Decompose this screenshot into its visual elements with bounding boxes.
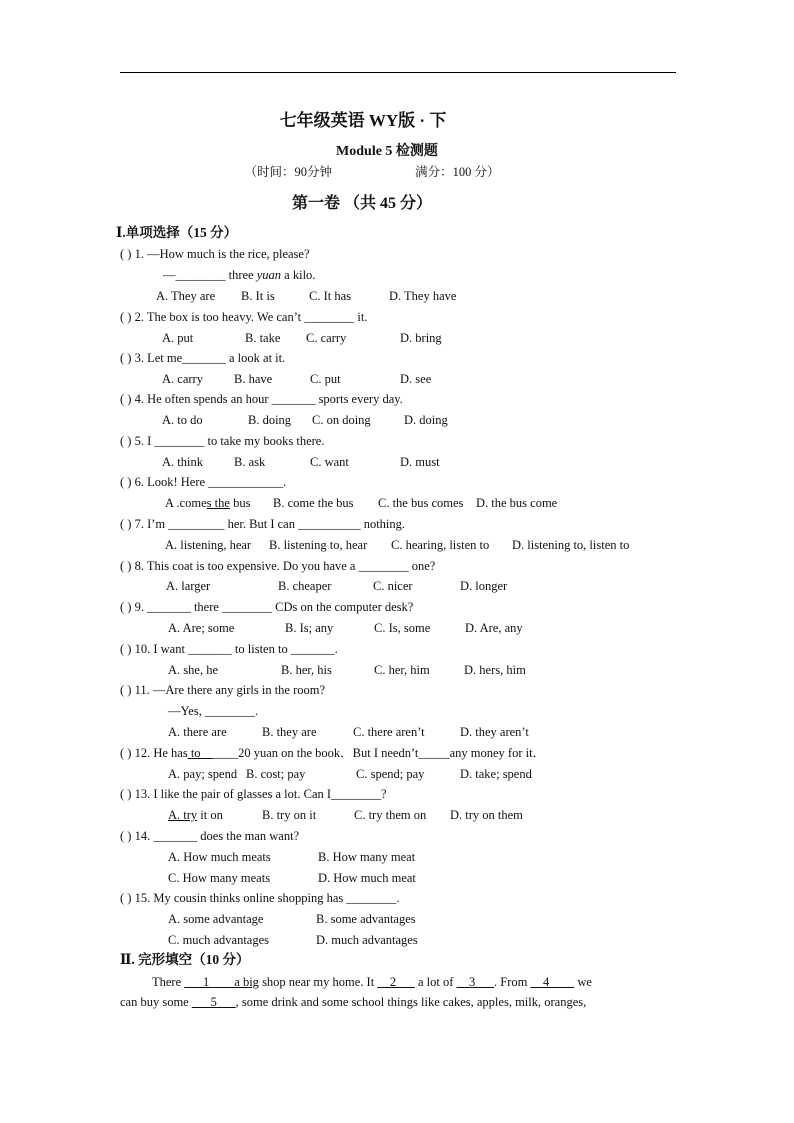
question-3-stem: ( ) 3. Let me_______ a look at it.	[120, 351, 286, 365]
question-10-option-c: C. her, him	[374, 663, 430, 677]
question-13-option-d: D. try on them	[450, 808, 523, 822]
question-1-option-b: B. It is	[241, 289, 275, 303]
question-5-option-b: B. ask	[234, 455, 266, 469]
question-7-stem: ( ) 7. I’m _________ her. But I can __________ nothing.	[120, 517, 406, 531]
question-12-option-a: A. pay; spend	[168, 767, 238, 781]
question-10-option-a: A. she, he	[168, 663, 218, 677]
question-4-option-d: D. doing	[404, 413, 448, 427]
question-14-option-c: C. How many meats	[168, 871, 271, 885]
question-3-option-c: C. put	[310, 372, 341, 386]
question-4-option-b: B. doing	[248, 413, 292, 427]
question-8-option-c: C. nicer	[373, 579, 413, 593]
top-rule	[120, 72, 676, 73]
question-12-option-c: C. spend; pay	[356, 767, 425, 781]
page-title: 七年级英语 WY版 · 下	[279, 111, 447, 130]
question-9-option-b: B. Is; any	[285, 621, 334, 635]
cloze-blank-4: __4____	[530, 975, 575, 989]
question-2-option-d: D. bring	[400, 331, 442, 345]
question-6-option-b: B. come the bus	[273, 496, 354, 510]
question-9-option-a: A. Are; some	[168, 621, 235, 635]
question-3-option-d: D. see	[400, 372, 432, 386]
question-12-option-d: D. take; spend	[460, 767, 532, 781]
question-9-stem: ( ) 9. _______ there ________ CDs on the computer desk?	[120, 600, 414, 614]
question-8-stem: ( ) 8. This coat is too expensive. Do you have a ________ one?	[120, 559, 436, 573]
question-1-stem: ( ) 1. —How much is the rice, please?	[120, 247, 310, 261]
question-6-option-d: D. the bus come	[476, 496, 558, 510]
cloze-passage-line-2: can buy some ___5___, some drink and some school things like cakes, apples, milk, oranges,	[120, 995, 587, 1009]
question-8-option-d: D. longer	[460, 579, 508, 593]
question-15-stem: ( ) 15. My cousin thinks online shopping has ________.	[120, 891, 400, 905]
volume-title: 第一卷 （共 45 分）	[291, 195, 432, 212]
question-5-option-c: C. want	[310, 455, 349, 469]
cloze-blank-1: ___1____a big	[184, 975, 259, 989]
section-heading-1: Ⅰ.单项选择（15 分）	[116, 225, 238, 240]
question-7-option-c: C. hearing, listen to	[391, 538, 490, 552]
question-9-option-c: C. Is, some	[374, 621, 431, 635]
question-2-option-a: A. put	[162, 331, 194, 345]
question-12-option-b: B. cost; pay	[246, 767, 306, 781]
module-title: Module 5 检测题	[336, 144, 438, 159]
question-10-option-b: B. her, his	[281, 663, 332, 677]
question-3-option-b: B. have	[234, 372, 273, 386]
question-11-line2: —Yes, ________.	[168, 704, 259, 718]
question-15-option-c: C. much advantages	[168, 933, 270, 947]
cloze-passage-line-1: There ___1____a big shop near my home. It __2___ a lot of __3___. From __4____ we	[152, 975, 592, 989]
question-14-option-b: B. How many meat	[318, 850, 416, 864]
question-13-option-b: B. try on it	[262, 808, 317, 822]
question-9-option-d: D. Are, any	[465, 621, 523, 635]
question-8-option-a: A. larger	[166, 579, 211, 593]
question-13-stem: ( ) 13. I like the pair of glasses a lot. Can I________?	[120, 787, 387, 801]
cloze-blank-2: __2___	[377, 975, 415, 989]
question-2-option-c: C. carry	[306, 331, 347, 345]
question-11-stem: ( ) 11. —Are there any girls in the room?	[120, 683, 326, 697]
question-5-option-a: A. think	[162, 455, 203, 469]
question-13-option-a: A. try it on	[168, 808, 223, 822]
question-1-option-a: A. They are	[156, 289, 216, 303]
question-4-stem: ( ) 4. He often spends an hour _______ sports every day.	[120, 392, 403, 406]
exam-info: （时间：90分钟 满分：100 分）	[244, 165, 500, 179]
question-1-option-c: C. It has	[309, 289, 352, 303]
question-15-option-a: A. some advantage	[168, 912, 264, 926]
question-7-option-d: D. listening to, listen to	[512, 538, 630, 552]
question-4-option-a: A. to do	[162, 413, 203, 427]
question-11-option-c: C. there aren’t	[353, 725, 425, 739]
question-1-option-d: D. They have	[389, 289, 457, 303]
question-11-option-b: B. they are	[262, 725, 317, 739]
question-8-option-b: B. cheaper	[278, 579, 332, 593]
cloze-blank-5: ___5___	[191, 995, 236, 1009]
question-2-option-b: B. take	[245, 331, 281, 345]
question-15-option-b: B. some advantages	[316, 912, 416, 926]
question-12-stem: ( ) 12. He has to______20 yuan on the book．But I needn’t_____any money for it．	[120, 746, 546, 760]
question-7-option-b: B. listening to, hear	[269, 538, 368, 552]
cloze-blank-3: __3___	[456, 975, 494, 989]
question-10-option-d: D. hers, him	[464, 663, 526, 677]
question-14-option-a: A. How much meats	[168, 850, 271, 864]
section-heading-2: Ⅱ. 完形填空（10 分）	[120, 952, 250, 967]
question-7-option-a: A. listening, hear	[165, 538, 252, 552]
question-11-option-d: D. they aren’t	[460, 725, 529, 739]
question-6-option-a: A .comes the bus	[165, 496, 251, 510]
question-14-stem: ( ) 14. _______ does the man want?	[120, 829, 300, 843]
question-5-option-d: D. must	[400, 455, 440, 469]
question-4-option-c: C. on doing	[312, 413, 371, 427]
question-3-option-a: A. carry	[162, 372, 203, 386]
question-6-option-c: C. the bus comes	[378, 496, 464, 510]
question-6-stem: ( ) 6. Look! Here ____________.	[120, 475, 287, 489]
question-15-option-d: D. much advantages	[316, 933, 418, 947]
question-10-stem: ( ) 10. I want _______ to listen to _______.	[120, 642, 338, 656]
question-13-option-c: C. try them on	[354, 808, 427, 822]
question-2-stem: ( ) 2. The box is too heavy. We can’t ________ it.	[120, 310, 368, 324]
question-5-stem: ( ) 5. I ________ to take my books there.	[120, 434, 325, 448]
question-14-option-d: D. How much meat	[318, 871, 416, 885]
question-1-line2: —________ three yuan a kilo.	[163, 268, 316, 282]
question-11-option-a: A. there are	[168, 725, 227, 739]
